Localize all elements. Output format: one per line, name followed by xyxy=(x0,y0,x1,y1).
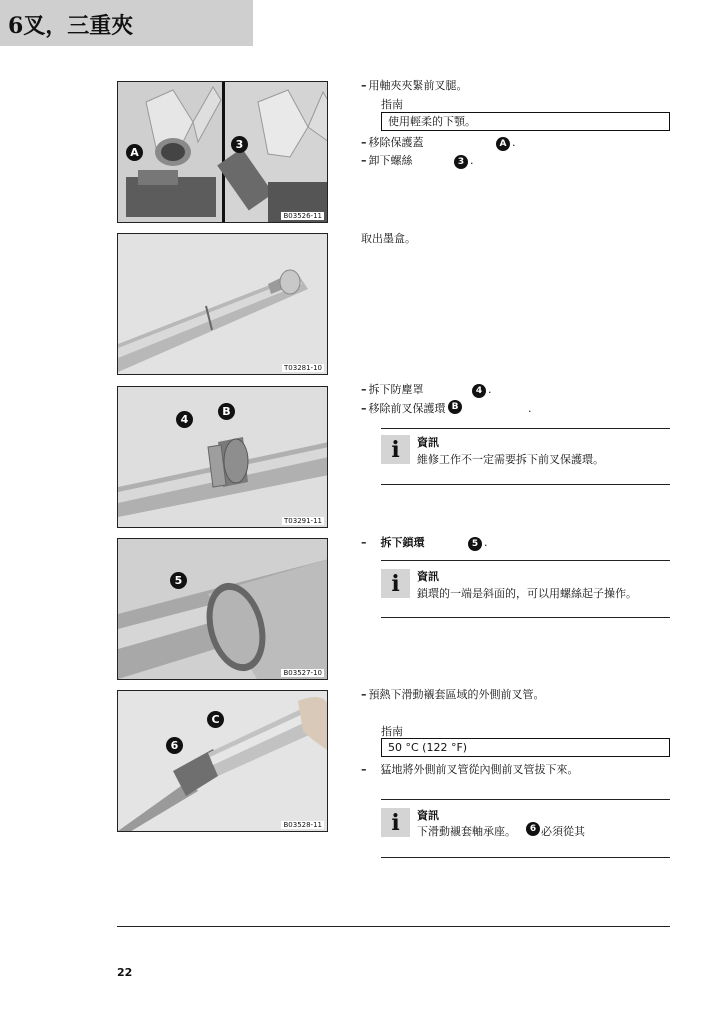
photo-code: B03527-10 xyxy=(283,669,322,677)
step-preheat: – 預熱下滑動襯套區域的外側前叉管。 xyxy=(361,688,545,701)
period: . xyxy=(488,383,492,396)
callout-b-marker: B xyxy=(218,403,235,420)
photo-code: T03291-11 xyxy=(284,517,322,525)
photo-code: T03281-10 xyxy=(284,364,322,372)
step-text: 卸下螺絲 xyxy=(368,154,413,167)
step-remove-lock-ring: – 拆下鎖環 xyxy=(361,536,425,549)
guide-value-box: 使用輕柔的下顎。 xyxy=(381,112,670,131)
info-body-pre: 下滑動襯套軸承座。 xyxy=(417,825,516,838)
photo-outer-tube xyxy=(117,690,328,832)
photo-code: B03526-11 xyxy=(283,212,322,220)
step-remove-protector-ring: – 移除前叉保護環 xyxy=(361,402,446,415)
period: . xyxy=(512,136,516,149)
guide-label: 指南 xyxy=(381,98,403,111)
period: . xyxy=(528,402,532,415)
step-text: 用軸夾夾緊前叉腿。 xyxy=(368,79,468,92)
photo-lock-ring xyxy=(117,538,328,680)
photo-cartridge-image xyxy=(118,234,328,375)
guide-value-box: 50 °C (122 °F) xyxy=(381,738,670,757)
callout-3-marker: 3 xyxy=(231,136,248,153)
marker-a: A xyxy=(496,137,510,151)
info-body: 維修工作不一定需要拆下前叉保護環。 xyxy=(417,453,604,466)
info-body: 鎖環的一端是斜面的，可以用螺絲起子操作。 xyxy=(417,587,637,600)
photo-code: B03528-11 xyxy=(283,821,322,829)
step-remove-screw: – 卸下螺絲 xyxy=(361,154,413,167)
callout-6-marker: 6 xyxy=(166,737,183,754)
info-box xyxy=(381,799,670,858)
info-box xyxy=(381,560,670,618)
guide-label: 指南 xyxy=(381,725,403,738)
callout-5-marker: 5 xyxy=(170,572,187,589)
period: . xyxy=(470,154,474,167)
step-text: 預熱下滑動襯套區域的外側前叉管。 xyxy=(368,688,545,701)
info-icon: i xyxy=(381,435,410,464)
step-text: 移除前叉保護環 xyxy=(368,402,446,415)
step-remove-cartridge: 取出墨盒。 xyxy=(361,232,416,245)
photo-fork-clamp xyxy=(117,81,328,223)
photo-cartridge xyxy=(117,233,328,375)
step-text: 拆下鎖環 xyxy=(380,536,425,549)
step-pull-tube: – 猛地將外側前叉管從內側前叉管拔下來。 xyxy=(361,763,579,776)
callout-a-marker: A xyxy=(126,144,143,161)
marker-6: 6 xyxy=(526,822,540,836)
callout-c-marker: C xyxy=(207,711,224,728)
chapter-header xyxy=(0,0,253,46)
page-number: 22 xyxy=(117,966,133,979)
info-title: 資訊 xyxy=(417,436,439,449)
period: . xyxy=(484,536,488,549)
footer-divider xyxy=(117,926,670,927)
marker-3: 3 xyxy=(454,155,468,169)
step-text: 拆下防塵罩 xyxy=(368,383,424,396)
photo-outer-tube-image xyxy=(118,691,328,832)
photo-dust-seal xyxy=(117,386,328,528)
info-box xyxy=(381,428,670,485)
callout-4-marker: 4 xyxy=(176,411,193,428)
info-title: 資訊 xyxy=(417,809,439,822)
info-icon: i xyxy=(381,569,410,598)
chapter-title: 6叉，三重夾 xyxy=(8,13,134,39)
step-text: 猛地將外側前叉管從內側前叉管拔下來。 xyxy=(380,763,579,776)
info-body xyxy=(417,823,516,839)
info-icon: i xyxy=(381,808,410,837)
step-remove-cap: – 移除保護蓋 xyxy=(361,136,424,149)
marker-4: 4 xyxy=(472,384,486,398)
step-remove-dust-seal: – 拆下防塵罩 xyxy=(361,383,424,396)
info-body-post: 必須從其 xyxy=(541,825,585,838)
photo-lock-ring-image xyxy=(118,539,328,680)
step-text: 移除保護蓋 xyxy=(368,136,424,149)
step-clamp-fork: – 用軸夾夾緊前叉腿。 xyxy=(361,79,468,92)
marker-b: B xyxy=(448,400,462,414)
photo-fork-clamp-image xyxy=(118,82,328,223)
marker-5: 5 xyxy=(468,537,482,551)
info-title: 資訊 xyxy=(417,570,439,583)
